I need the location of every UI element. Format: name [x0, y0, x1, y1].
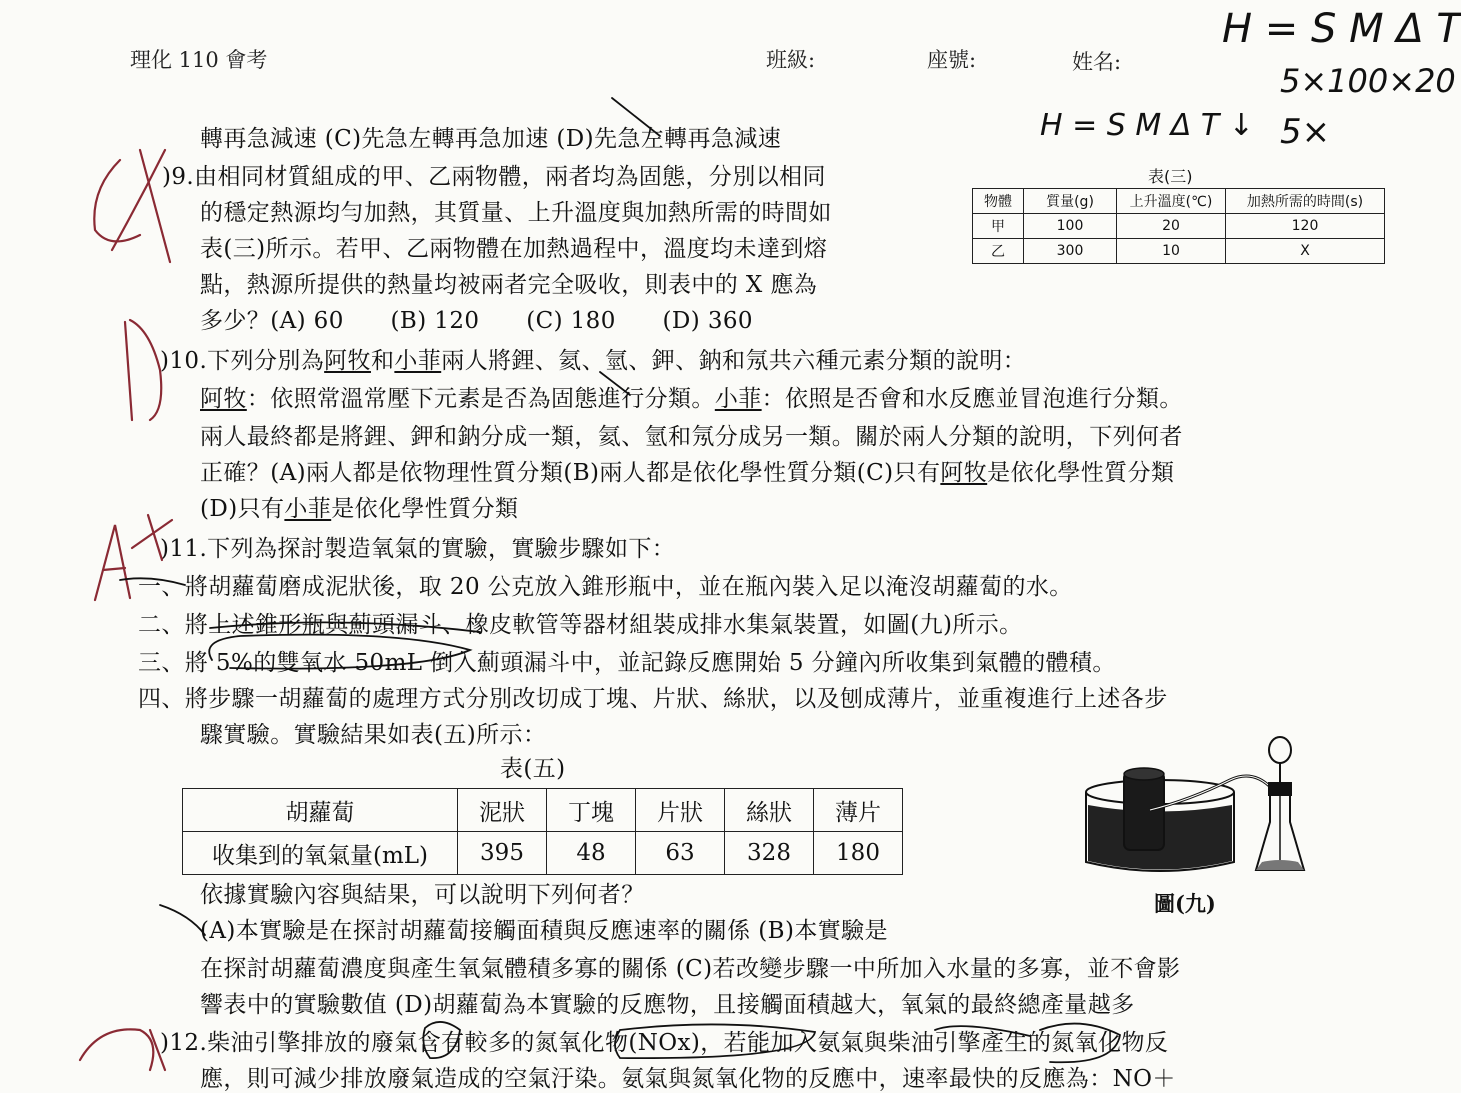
- name-xiaofei: 小菲: [284, 496, 332, 522]
- q10-text: 正確？(A)兩人都是依物理性質分類(B)兩人都是依化學性質分類(C)只有: [200, 460, 941, 486]
- table5-header-cell: 丁塊: [547, 789, 636, 832]
- table5-header-cell: 片狀: [636, 789, 725, 832]
- q12-line-2: 應，則可減少排放廢氣造成的空氣汙染。氨氣與氮氧化物的反應中，速率最快的反應為：NO＋: [200, 1066, 1176, 1092]
- q11-question: 依據實驗內容與結果，可以說明下列何者？: [200, 882, 645, 908]
- q11-step-4: 四、將步驟一胡蘿蔔的處理方式分別改切成丁塊、片狀、絲狀，以及刨成薄片，並重複進行上述各步: [138, 686, 1168, 712]
- name-amu: 阿牧: [324, 348, 371, 374]
- q11-option-b-cont: 在探討胡蘿蔔濃度與產生氧氣體積多寡的關係 (C)若改變步驟一中所加入水量的多寡，並不會影: [200, 956, 1181, 982]
- name-xiaofei: 小菲: [394, 348, 442, 374]
- table3-caption: 表(三): [1148, 167, 1193, 186]
- table5-header-cell: 薄片: [814, 789, 903, 832]
- name-amu: 阿牧: [940, 460, 988, 486]
- q9-line-5: 多少？(A) 60 (B) 120 (C) 180 (D) 360: [200, 308, 753, 334]
- q11-step-2: 二、將上述錐形瓶與薊頭漏斗、橡皮軟管等器材組裝成排水集氣裝置，如圖(九)所示。: [138, 612, 1023, 638]
- table5-cell: 63: [636, 832, 725, 875]
- class-label: 班級:: [766, 48, 816, 72]
- q9-line-4: 點，熱源所提供的熱量均被兩者完全吸收，則表中的 X 應為: [200, 272, 818, 298]
- table3-header-cell: 加熱所需的時間(s): [1226, 189, 1385, 214]
- q11-line-1: )11.下列為探討製造氧氣的實驗，實驗步驟如下：: [160, 536, 676, 562]
- figure9-caption: 圖(九): [1154, 891, 1216, 916]
- q10-text: )10.下列分別為: [160, 348, 325, 374]
- table5-caption: 表(五): [500, 756, 566, 782]
- table5-cell: 395: [458, 832, 547, 875]
- table3-cell: 10: [1117, 239, 1226, 264]
- handwritten-formula: H = S M Δ T: [1222, 6, 1461, 52]
- name-amu: 阿牧: [200, 386, 247, 412]
- q12-line-1: )12.柴油引擎排放的廢氣含有較多的氮氧化物(NOx)，若能加入氨氣與柴油引擎產生的氮氧化物反: [160, 1030, 1169, 1056]
- table3-header-cell: 物體: [973, 189, 1024, 214]
- table3-cell: 甲: [973, 214, 1024, 239]
- table5-header-cell: 胡蘿蔔: [183, 789, 458, 832]
- table3-cell: 乙: [973, 239, 1024, 264]
- q11-step-1: 一、將胡蘿蔔磨成泥狀後，取 20 公克放入錐形瓶中，並在瓶內裝入足以淹沒胡蘿蔔的水。: [138, 574, 1073, 600]
- name-label: 姓名:: [1072, 50, 1122, 74]
- table5-header-cell: 絲狀: [725, 789, 814, 832]
- seat-label: 座號:: [927, 48, 977, 72]
- q10-text: 兩人將鋰、氦、氫、鉀、鈉和氖共六種元素分類的說明：: [441, 348, 1027, 374]
- q10-text: 和: [370, 348, 395, 374]
- handwritten-calc-2: 5×: [1280, 112, 1331, 152]
- table3-cell: 20: [1117, 214, 1226, 239]
- q8-options-line: 轉再急減速 (C)先急左轉再急加速 (D)先急左轉再急減速: [200, 126, 782, 152]
- table5-cell: 48: [547, 832, 636, 875]
- q9-line-3: 表(三)所示。若甲、乙兩物體在加熱過程中，溫度均未達到熔: [200, 236, 828, 262]
- table3-cell: 120: [1226, 214, 1385, 239]
- q10-text: ：依照是否會和水反應並冒泡進行分類。: [761, 386, 1183, 412]
- q10-line-3: 兩人最終都是將鋰、鉀和鈉分成一類，氦、氫和氖分成另一類。關於兩人分類的說明，下列何者: [200, 424, 1183, 450]
- exam-title: 理化 110 會考: [130, 48, 268, 72]
- q10-text: (D)只有: [200, 496, 285, 522]
- q11-step-3: 三、將 5%的雙氧水 50mL 倒入薊頭漏斗中，並記錄反應開始 5 分鐘內所收集到氣體的體積。: [138, 650, 1116, 676]
- q9-line-2: 的穩定熱源均勻加熱，其質量、上升溫度與加熱所需的時間如: [200, 200, 832, 226]
- q10-text: 是依化學性質分類: [987, 460, 1175, 486]
- handwritten-calc-1: 5×100×20: [1280, 62, 1456, 100]
- table5-cell: 328: [725, 832, 814, 875]
- table5-cell: 180: [814, 832, 903, 875]
- table3-header-cell: 質量(g): [1024, 189, 1117, 214]
- q10-text: 是依化學性質分類: [331, 496, 519, 522]
- q9-line-1: )9.由相同材質組成的甲、乙兩物體，兩者均為固態，分別以相同: [162, 164, 826, 190]
- table5-header-cell: 泥狀: [458, 789, 547, 832]
- q11-option-c-d: 響表中的實驗數值 (D)胡蘿蔔為本實驗的反應物，且接觸面積越大，氧氣的最終總產量越多: [200, 992, 1135, 1018]
- table3-cell: 300: [1024, 239, 1117, 264]
- table3-header-cell: 上升溫度(℃): [1117, 189, 1226, 214]
- name-xiaofei: 小菲: [714, 386, 762, 412]
- table5-row-label: 收集到的氧氣量(mL): [183, 832, 458, 875]
- table3-cell: 100: [1024, 214, 1117, 239]
- q11-option-a: (A)本實驗是在探討胡蘿蔔接觸面積與反應速率的關係 (B)本實驗是: [200, 918, 888, 944]
- q11-step-4-cont: 驟實驗。實驗結果如表(五)所示：: [200, 722, 547, 748]
- table3-cell: X: [1226, 239, 1385, 264]
- q10-text: ：依照常溫常壓下元素是否為固態進行分類。: [246, 386, 715, 412]
- handwritten-margin-note: H = S M Δ T ↓: [1040, 108, 1254, 143]
